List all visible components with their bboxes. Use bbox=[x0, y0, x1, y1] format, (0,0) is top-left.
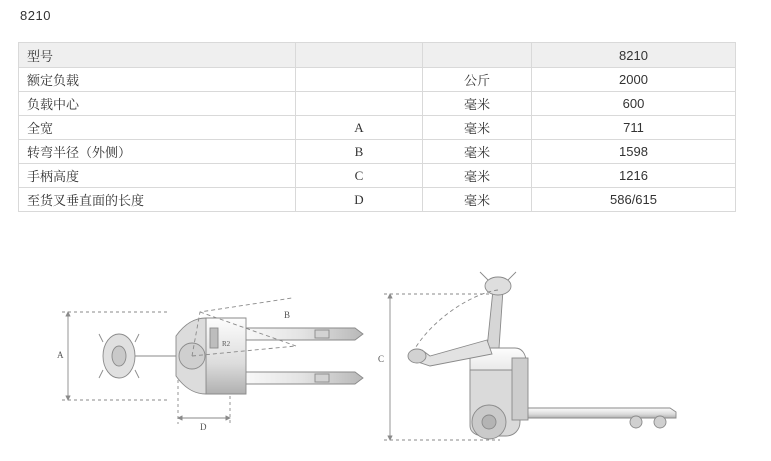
table-row bbox=[19, 140, 736, 164]
battery-pack bbox=[512, 358, 528, 420]
drawings-svg bbox=[0, 250, 771, 456]
tiller-hub bbox=[112, 346, 126, 366]
label-c: C bbox=[378, 354, 385, 364]
header-cell-model-value: 8210 bbox=[532, 43, 736, 68]
row-letter: B bbox=[296, 140, 423, 164]
table-row bbox=[19, 92, 736, 116]
header-cell-unit bbox=[423, 43, 532, 68]
fork-roller-right bbox=[315, 374, 329, 382]
table-row bbox=[19, 188, 736, 212]
technical-drawings bbox=[0, 250, 771, 456]
fork-load-wheel-2 bbox=[630, 416, 642, 428]
row-label: 负载中心 bbox=[19, 92, 296, 116]
table-row bbox=[19, 164, 736, 188]
label-a: A bbox=[57, 350, 64, 360]
drive-hub-side bbox=[482, 415, 496, 429]
row-letter bbox=[296, 68, 423, 92]
header-cell-letter bbox=[296, 43, 423, 68]
row-value: 2000 bbox=[532, 68, 736, 92]
header-cell-model-name: 型号 bbox=[19, 43, 296, 68]
row-letter: D bbox=[296, 188, 423, 212]
label-b: B bbox=[284, 310, 291, 320]
fork-load-wheel bbox=[654, 416, 666, 428]
row-letter: C bbox=[296, 164, 423, 188]
row-label: 至货叉垂直面的长度 bbox=[19, 188, 296, 212]
row-letter: A bbox=[296, 116, 423, 140]
row-value: 1598 bbox=[532, 140, 736, 164]
row-unit: 毫米 bbox=[423, 92, 532, 116]
page-title: 8210 bbox=[20, 8, 51, 23]
row-label: 全宽 bbox=[19, 116, 296, 140]
row-value: 600 bbox=[532, 92, 736, 116]
table-header-row bbox=[19, 43, 736, 68]
fork-left bbox=[228, 328, 363, 340]
row-letter bbox=[296, 92, 423, 116]
row-label: 转弯半径（外侧） bbox=[19, 140, 296, 164]
row-unit: 毫米 bbox=[423, 140, 532, 164]
table-row bbox=[19, 68, 736, 92]
battery-indicator bbox=[210, 328, 218, 348]
row-value: 586/615 bbox=[532, 188, 736, 212]
fork-roller-left bbox=[315, 330, 329, 338]
row-unit: 毫米 bbox=[423, 164, 532, 188]
fork-right bbox=[228, 372, 363, 384]
row-value: 1216 bbox=[532, 164, 736, 188]
tiller-shaft bbox=[487, 290, 503, 348]
top-view-group bbox=[57, 298, 363, 432]
label-d: D bbox=[200, 422, 207, 432]
table-body bbox=[19, 43, 736, 212]
label-r2: R2 bbox=[222, 340, 231, 348]
row-value: 711 bbox=[532, 116, 736, 140]
side-view-group bbox=[378, 272, 676, 440]
table-row bbox=[19, 116, 736, 140]
tiller-lowered-head bbox=[408, 349, 426, 363]
row-unit: 毫米 bbox=[423, 188, 532, 212]
specification-table bbox=[18, 42, 736, 212]
row-label: 手柄高度 bbox=[19, 164, 296, 188]
row-unit: 公斤 bbox=[423, 68, 532, 92]
row-label: 额定负载 bbox=[19, 68, 296, 92]
row-unit: 毫米 bbox=[423, 116, 532, 140]
